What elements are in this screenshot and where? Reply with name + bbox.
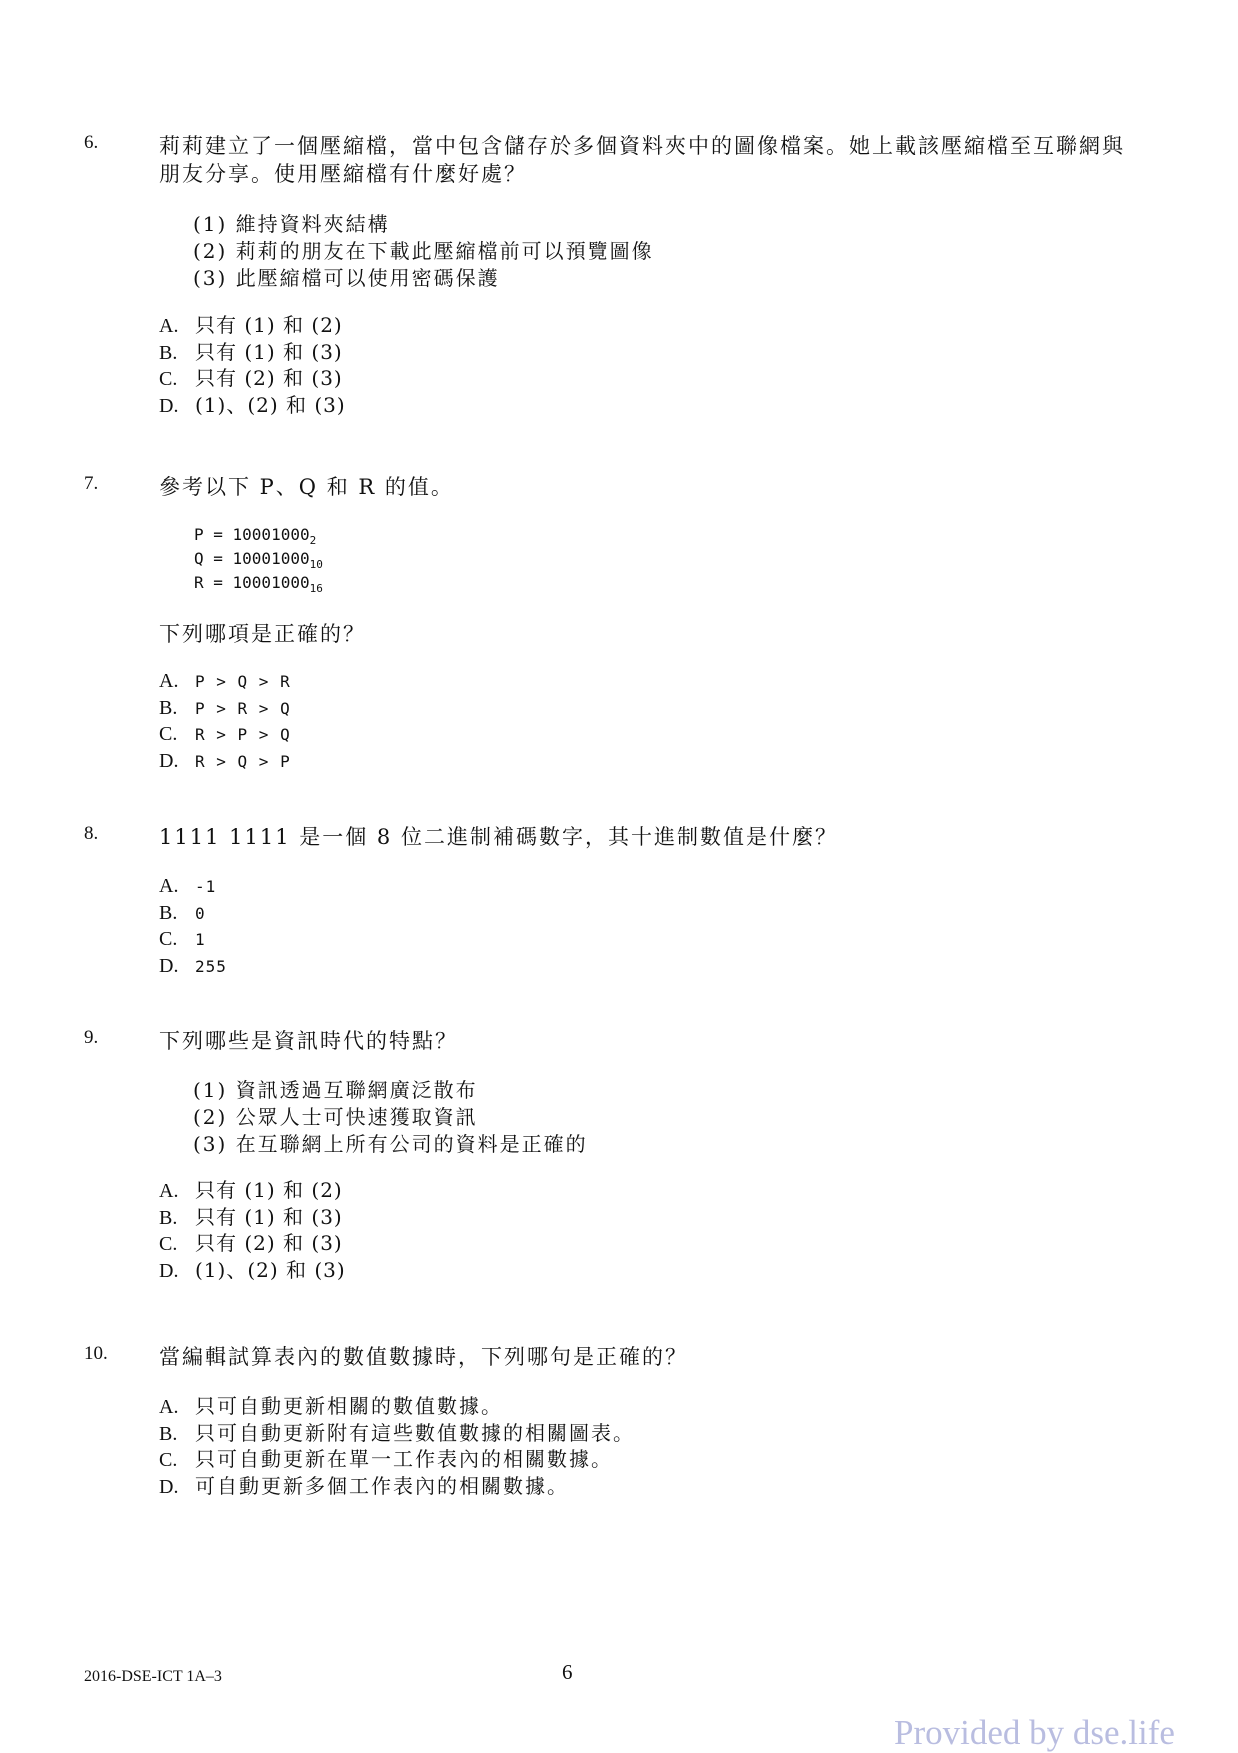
value-p	[194, 523, 323, 547]
option-text: (1)、(2) 和 (3)	[195, 392, 346, 417]
option-list	[159, 668, 291, 774]
statement-item: (3) 此壓縮檔可以使用密碼保護	[193, 266, 500, 290]
question-prompt: 下列哪項是正確的？	[159, 622, 366, 646]
option-label: C.	[159, 1449, 178, 1472]
value-base: 2	[309, 534, 317, 548]
option-text: 只有 (1) 和 (3)	[195, 339, 343, 364]
question-stem: 下列哪些是資訊時代的特點？	[159, 1029, 458, 1053]
option-a	[159, 1393, 635, 1420]
option-text: 0	[195, 903, 206, 923]
option-a	[159, 873, 227, 900]
question-number: 10.	[84, 1343, 108, 1364]
option-label: A.	[159, 315, 179, 337]
option-label: D.	[159, 749, 179, 772]
paper-code: 2016-DSE-ICT 1A–3	[84, 1668, 222, 1685]
statement-item: (1) 資訊透過互聯網廣泛散布	[193, 1078, 478, 1102]
value-text: P = 10001000	[194, 525, 310, 544]
option-text: R > Q > P	[195, 751, 291, 771]
option-text: (1)、(2) 和 (3)	[195, 1257, 346, 1282]
option-list	[159, 1393, 635, 1499]
option-c	[159, 721, 291, 748]
option-c	[159, 365, 346, 392]
option-text: 只可自動更新在單一工作表內的相關數據。	[195, 1447, 613, 1472]
option-label: B.	[159, 341, 178, 364]
option-list	[159, 873, 227, 979]
value-text: Q = 10001000	[194, 549, 310, 568]
question-number: 9.	[84, 1027, 99, 1048]
value-q	[194, 547, 323, 571]
option-label: C.	[159, 1233, 178, 1256]
option-b	[159, 1420, 635, 1447]
value-r	[194, 571, 323, 595]
question-number: 8.	[84, 823, 99, 844]
option-label: A.	[159, 670, 179, 692]
option-list	[159, 312, 346, 418]
option-label: A.	[159, 1396, 179, 1418]
option-label: B.	[159, 1206, 178, 1229]
option-label: A.	[159, 875, 179, 897]
option-label: D.	[159, 1475, 179, 1498]
option-text: 只有 (1) 和 (2)	[195, 1178, 343, 1202]
question-stem: 莉莉建立了一個壓縮檔，當中包含儲存於多個資料夾中的圖像檔案。她上載該壓縮檔至互聯網與朋友分享。使用壓縮檔有什麼好處？	[159, 134, 1125, 186]
option-label: B.	[159, 1422, 178, 1445]
option-b	[159, 900, 227, 927]
value-base: 16	[309, 582, 323, 596]
option-text: 只有 (1) 和 (2)	[195, 313, 343, 337]
question-stem: 1111 1111 是一個 8 位二進制補碼數字，其十進制數值是什麼？	[159, 825, 838, 849]
question-stem: 參考以下 P、Q 和 R 的值。	[159, 475, 454, 499]
value-list	[194, 523, 323, 595]
option-label: D.	[159, 394, 179, 417]
option-a	[159, 312, 346, 339]
option-d	[159, 748, 291, 775]
option-b	[159, 339, 346, 366]
option-label: B.	[159, 901, 178, 924]
option-text: 可自動更新多個工作表內的相關數據。	[195, 1473, 569, 1498]
statement-item: (2) 莉莉的朋友在下載此壓縮檔前可以預覽圖像	[193, 239, 654, 263]
option-label: C.	[159, 928, 178, 951]
option-d	[159, 953, 227, 980]
statement-list	[193, 1077, 588, 1158]
option-text: P > Q > R	[195, 672, 291, 691]
question-number: 6.	[84, 132, 99, 153]
page-number: 6	[562, 1660, 573, 1684]
option-text: 1	[195, 930, 206, 950]
option-text: 只有 (2) 和 (3)	[195, 366, 343, 391]
option-d	[159, 1257, 346, 1284]
option-label: D.	[159, 954, 179, 977]
option-a	[159, 1177, 346, 1204]
option-c	[159, 1230, 346, 1257]
option-text: R > P > Q	[195, 725, 291, 745]
option-label: D.	[159, 1259, 179, 1282]
option-d	[159, 392, 346, 419]
question-number: 7.	[84, 473, 99, 494]
option-text: P > R > Q	[195, 698, 291, 718]
option-text: -1	[195, 877, 217, 896]
option-label: C.	[159, 723, 178, 746]
option-text: 只可自動更新相關的數值數據。	[195, 1394, 503, 1418]
option-text: 只有 (1) 和 (3)	[195, 1204, 343, 1229]
statement-item: (3) 在互聯網上所有公司的資料是正確的	[193, 1132, 588, 1156]
option-c	[159, 926, 227, 953]
option-c	[159, 1446, 635, 1473]
value-base: 10	[309, 558, 323, 572]
statement-item: (1) 維持資料夾結構	[193, 212, 390, 236]
question-stem: 當編輯試算表內的數值數據時，下列哪句是正確的？	[159, 1345, 688, 1369]
option-text: 只可自動更新附有這些數值數據的相關圖表。	[195, 1420, 635, 1445]
option-text: 只有 (2) 和 (3)	[195, 1231, 343, 1256]
statement-list	[193, 211, 654, 292]
value-text: R = 10001000	[194, 573, 310, 592]
option-d	[159, 1473, 635, 1500]
watermark: Provided by dse.life	[894, 1713, 1175, 1752]
option-text: 255	[195, 956, 227, 976]
option-label: C.	[159, 368, 178, 391]
statement-item: (2) 公眾人士可快速獲取資訊	[193, 1105, 478, 1129]
option-list	[159, 1177, 346, 1283]
option-label: B.	[159, 696, 178, 719]
option-a	[159, 668, 291, 695]
option-label: A.	[159, 1180, 179, 1202]
option-b	[159, 695, 291, 722]
option-b	[159, 1204, 346, 1231]
